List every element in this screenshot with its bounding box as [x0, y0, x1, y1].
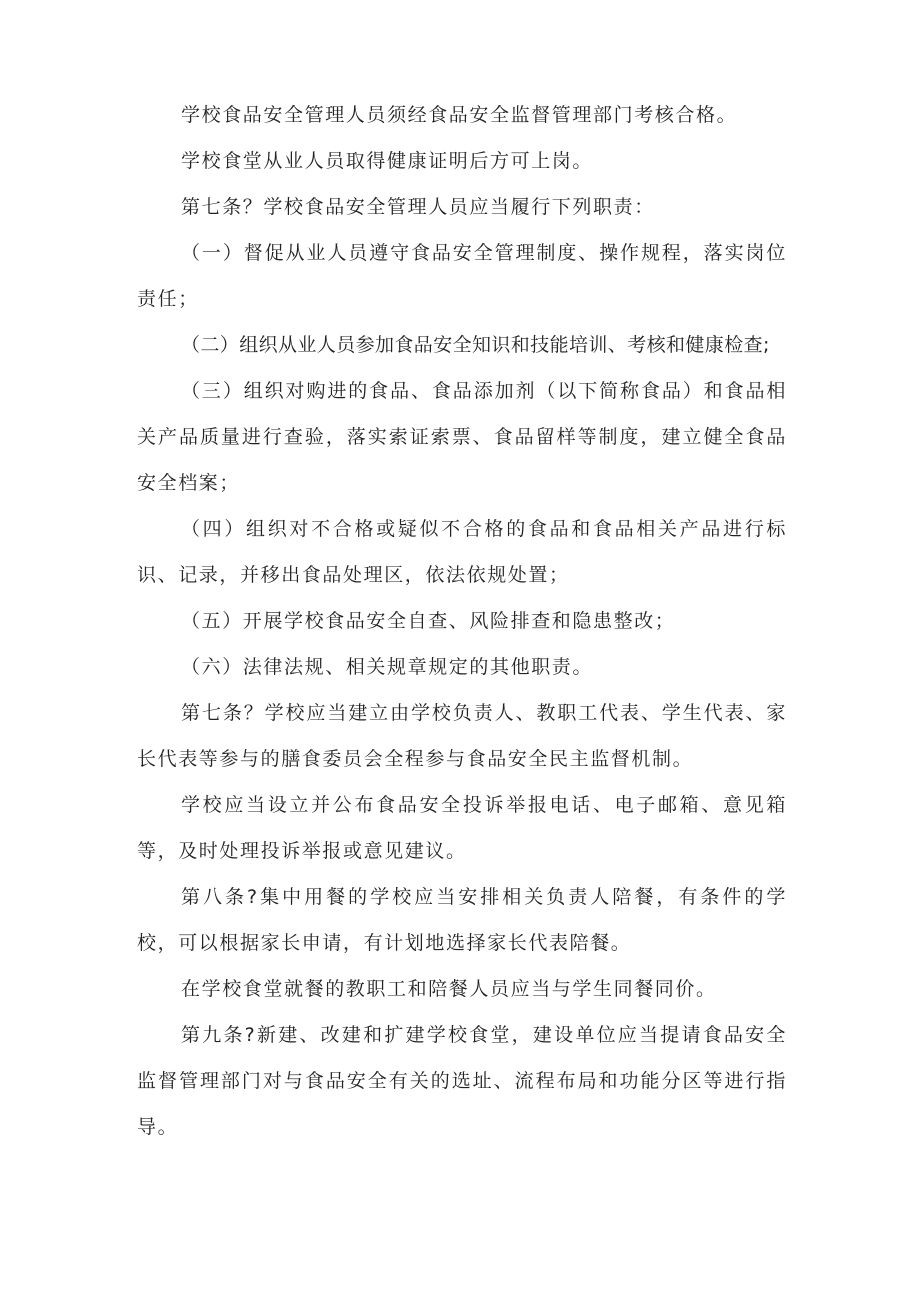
paragraph-4: （一）督促从业人员遵守食品安全管理制度、操作规程，落实岗位责任； — [137, 242, 787, 310]
paragraph-14: 第九条?新建、改建和扩建学校食堂，建设单位应当提请食品安全监督管理部门对与食品安全有关的选址、流程布局和功能分区等进行指导。 — [137, 1024, 787, 1138]
paragraph-1: 学校食品安全管理人员须经食品安全监督管理部门考核合格。 — [181, 104, 738, 126]
paragraph-11: 学校应当设立并公布食品安全投诉举报电话、电子邮箱、意见箱等，及时处理投诉举报或意见建议。 — [137, 794, 787, 862]
paragraph-2: 学校食堂从业人员取得健康证明后方可上岗。 — [181, 150, 594, 172]
paragraph-5: （二）组织从业人员参加食品安全知识和技能培训、考核和健康检查; — [181, 334, 770, 356]
paragraph-6: （三）组织对购进的食品、食品添加剂（以下简称食品）和食品相关产品质量进行查验，落实索证索票、食品留样等制度，建立健全食品安全档案； — [137, 380, 787, 494]
paragraph-10: 第七条？学校应当建立由学校负责人、教职工代表、学生代表、家长代表等参与的膳食委员会全程参与食品安全民主监督机制。 — [137, 702, 787, 770]
paragraph-8: （五）开展学校食品安全自查、风险排查和隐患整改； — [181, 610, 676, 632]
paragraph-12: 第八条?集中用餐的学校应当安排相关负责人陪餐，有条件的学校，可以根据家长申请，有计划地选择家长代表陪餐。 — [137, 886, 787, 954]
paragraph-13: 在学校食堂就餐的教职工和陪餐人员应当与学生同餐同价。 — [181, 978, 717, 1000]
paragraph-7: （四）组织对不合格或疑似不合格的食品和食品相关产品进行标识、记录，并移出食品处理区，依法依规处置； — [137, 518, 787, 586]
document-body — [137, 92, 787, 1150]
paragraph-3: 第七条？学校食品安全管理人员应当履行下列职责： — [181, 196, 655, 218]
paragraph-9: （六）法律法规、相关规章规定的其他职责。 — [181, 656, 594, 678]
